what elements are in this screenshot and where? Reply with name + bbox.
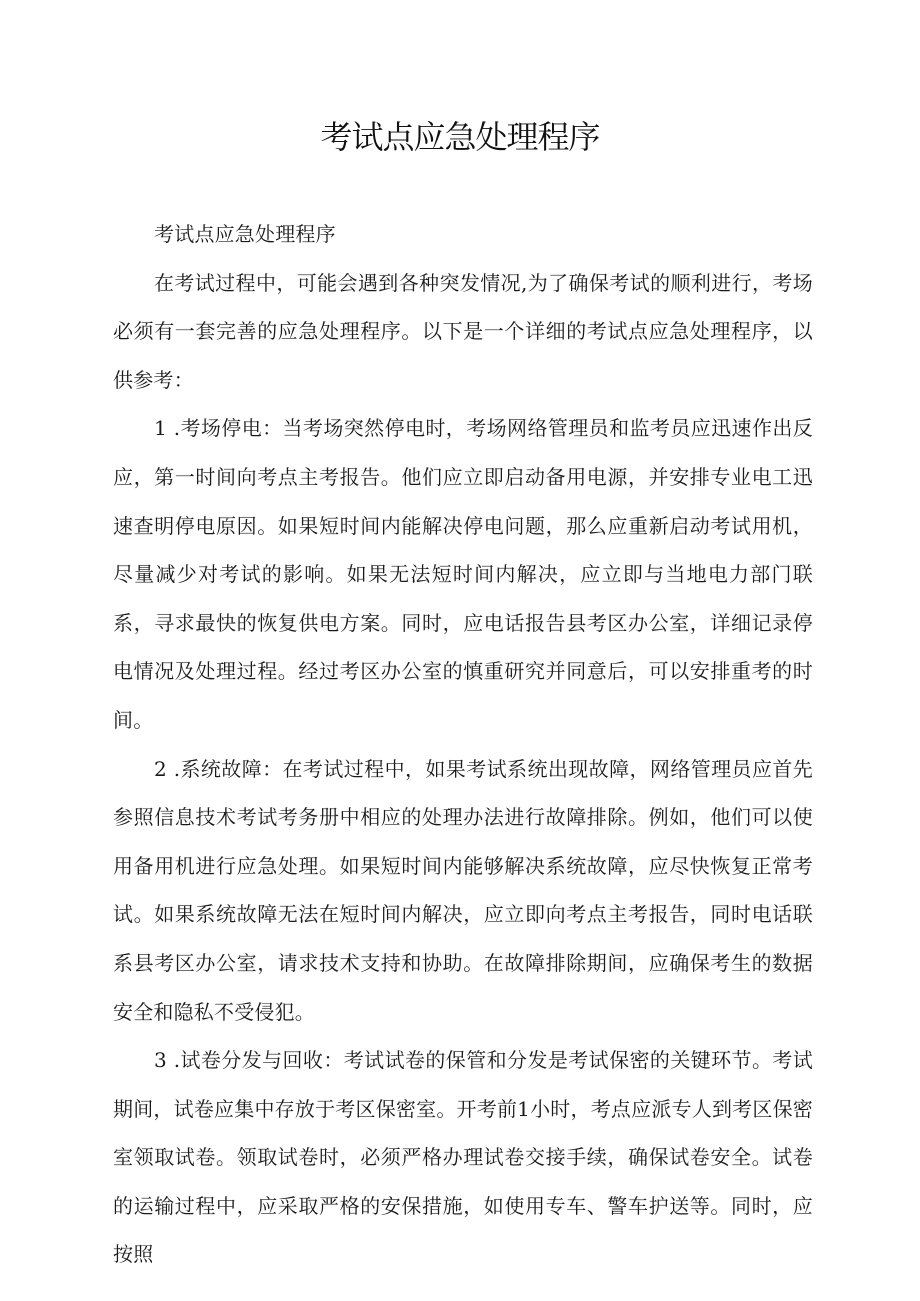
- paragraph-system-failure: 2 .系统故障：在考试过程中，如果考试系统出现故障，网络管理员应首先参照信息技术考试考务册中相应的处理办法进行故障排除。例如，他们可以使用备用机进行应急处理。如果短时间内能够解决系统故障，应尽快恢复正常考试。如果系统故障无法在短时间内解决，应立即向考点主考报告，同时电话联系县考区办公室，请求技术支持和协助。在故障排除期间，应确保考生的数据安全和隐私不受侵犯。: [113, 756, 813, 1024]
- paragraph-power-outage: 1 .考场停电：当考场突然停电时，考场网络管理员和监考员应迅速作出反应，第一时间向考点主考报告。他们应立即启动备用电源，并安排专业电工迅速查明停电原因。如果短时间内能解决停电问题，那么应重新启动考试用机，尽量减少对考试的影响。如果无法短时间内解决，应立即与当地电力部门联系，寻求最快的恢复供电方案。同时，应电话报告县考区办公室，详细记录停电情况及处理过程。经过考区办公室的慎重研究并同意后，可以安排重考的时间。: [113, 416, 813, 732]
- document-body: [113, 210, 813, 1279]
- document-title: 考试点应急处理程序: [320, 118, 600, 156]
- paragraph-subtitle: 考试点应急处理程序: [154, 222, 336, 246]
- paragraph-intro: 在考试过程中，可能会遇到各种突发情况,为了确保考试的顺利进行，考场必须有一套完善的应急处理程序。以下是一个详细的考试点应急处理程序，以供参考：: [113, 270, 813, 392]
- paragraph-paper-distribution: 3 .试卷分发与回收：考试试卷的保管和分发是考试保密的关键环节。考试期间，试卷应集中存放于考区保密室。开考前1小时，考点应派专人到考区保密室领取试卷。领取试卷时，必须严格办理试卷交接手续，确保试卷安全。试卷的运输过程中，应采取严格的安保措施，如使用专车、警车护送等。同时，应按照: [113, 1048, 813, 1267]
